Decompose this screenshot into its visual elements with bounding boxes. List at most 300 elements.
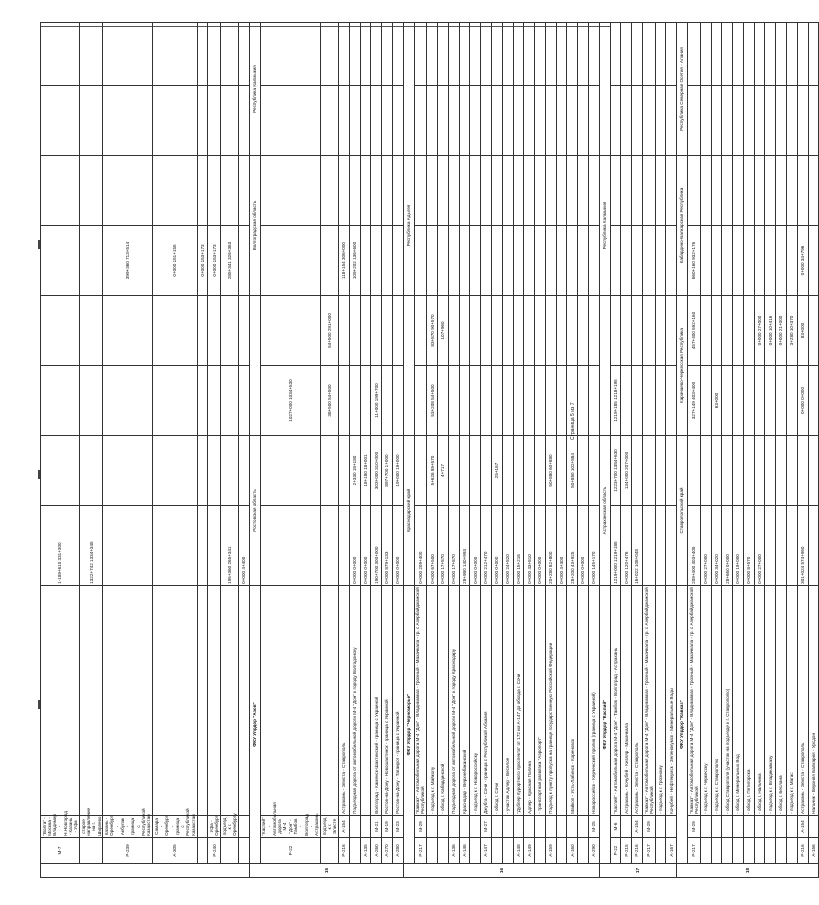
- table-cell: [414, 156, 427, 226]
- table-cell: [239, 296, 250, 366]
- table-cell: [655, 226, 666, 296]
- table-cell: [808, 23, 819, 86]
- table-cell: [103, 506, 153, 586]
- table-cell: 0+000 151+155: [153, 226, 197, 296]
- table-row: [556, 23, 567, 878]
- table-cell: [754, 366, 765, 436]
- table-cell: [197, 296, 208, 366]
- table-cell: 0+000 4+300: [556, 506, 567, 586]
- table-row: [80, 23, 103, 878]
- table-cell: 0+000 21+000: [776, 296, 787, 366]
- table-cell: [103, 436, 153, 506]
- table-cell: [711, 23, 722, 86]
- table-cell: [321, 23, 339, 86]
- table-cell: [103, 296, 153, 366]
- table-cell: [545, 816, 556, 838]
- table-cell: [239, 436, 250, 506]
- table-cell: [589, 23, 600, 86]
- table-cell: [765, 838, 776, 864]
- table-cell: [642, 226, 655, 296]
- table-cell: [153, 366, 197, 436]
- table-cell: [80, 838, 103, 864]
- table-cell: [513, 23, 524, 86]
- table-cell: [610, 156, 621, 226]
- table-cell: [491, 86, 502, 156]
- table-cell: [360, 366, 371, 436]
- table-cell: М-23: [392, 816, 403, 838]
- region-header: Кабардино-Балкарская Республика: [677, 156, 688, 296]
- table-cell: [632, 86, 643, 156]
- table-cell: [371, 226, 382, 296]
- table-cell: [502, 23, 513, 86]
- table-cell: [382, 296, 393, 366]
- table-cell: [765, 366, 776, 436]
- table-cell: Р-240: [208, 838, 221, 864]
- table-cell: [733, 226, 744, 296]
- table-row: [41, 23, 80, 878]
- table-cell: А-147: [481, 838, 492, 864]
- table-cell: [470, 86, 481, 156]
- table-cell: 3+280 10+370: [787, 296, 798, 366]
- table-cell: [655, 506, 666, 586]
- table-cell: М-6: [610, 816, 621, 838]
- table-row: [414, 23, 427, 878]
- table-cell: [221, 156, 239, 226]
- table-cell: [743, 226, 754, 296]
- table-cell: М-29: [688, 816, 701, 838]
- table-cell: [787, 436, 798, 506]
- table-cell: [360, 816, 371, 838]
- table-cell: Ростов-на-Дону - Новошахтинск - граница с Украиной: [382, 586, 393, 816]
- table-cell: [349, 86, 360, 156]
- table-cell: [743, 366, 754, 436]
- table-cell: - подъезд к г. Ставрополю: [711, 586, 722, 816]
- table-cell: "Каспий" - Автомобильная дорога М-4 "Дон" - Тамбов - Волгоград - Астрахань: [261, 802, 320, 836]
- table-cell: [153, 156, 197, 226]
- region-header: Карачаево-Черкесская Республика: [677, 296, 688, 436]
- table-cell: [524, 366, 535, 436]
- table-cell: [524, 23, 535, 86]
- table-cell: 0+000 34+020: [711, 506, 722, 586]
- table-cell: Самара - Оренбург - граница с Республикой Казахстан: [153, 808, 196, 836]
- table-cell: [153, 506, 197, 586]
- table-cell: [754, 23, 765, 86]
- table-cell: [722, 86, 733, 156]
- table-cell: [711, 816, 722, 838]
- table-row: [545, 23, 556, 878]
- table-cell: 0+000 145+170: [589, 506, 600, 586]
- table-cell: 0+000 153+173: [208, 226, 221, 296]
- table-cell: [448, 226, 459, 296]
- table-cell: [765, 86, 776, 156]
- table-cell: [80, 23, 103, 86]
- table-cell: 0+000 0+000: [491, 506, 502, 586]
- table-cell: 209+400 403+405: [688, 506, 701, 586]
- table-cell: 28+200 43+925: [567, 506, 578, 586]
- table-cell: [621, 23, 632, 86]
- table-cell: [239, 586, 250, 816]
- table-cell: [632, 226, 643, 296]
- section-header-row: [403, 23, 414, 878]
- table-cell: [459, 156, 470, 226]
- table-cell: [371, 156, 382, 226]
- table-row: [642, 23, 655, 878]
- table-cell: [621, 86, 632, 156]
- group-number: 15: [249, 864, 403, 878]
- table-cell: [339, 296, 350, 366]
- table-cell: [524, 816, 535, 838]
- table-cell: [700, 816, 711, 838]
- table-cell: [733, 838, 744, 864]
- table-cell: [197, 156, 208, 226]
- table-cell: [632, 156, 643, 226]
- region-header: Краснодарский край: [403, 436, 414, 586]
- table-cell: [382, 86, 393, 156]
- table-cell: Джубга - Сочи - граница с Республикой Абхазия: [481, 586, 492, 816]
- table-cell: 0+000 0+000: [360, 506, 371, 586]
- table-cell: [567, 86, 578, 156]
- table-cell: [711, 436, 722, 506]
- table-cell: 0+000 0+000: [349, 506, 360, 586]
- table-cell: [491, 816, 502, 838]
- table-cell: [153, 23, 197, 86]
- table-cell: [208, 23, 221, 86]
- table-cell: [239, 226, 250, 296]
- table-row: [666, 23, 677, 878]
- table-cell: [722, 366, 733, 436]
- table-cell: Волгоград - Каменск-Шахтинский - граница с Украиной: [371, 586, 382, 816]
- table-cell: [382, 23, 393, 86]
- table-cell: 38+500 54+500: [321, 366, 339, 436]
- table-cell: 63+000: [711, 366, 722, 436]
- table-cell: [711, 86, 722, 156]
- table-cell: [688, 436, 701, 506]
- table-cell: [524, 436, 535, 506]
- table-cell: А-260: [371, 838, 382, 864]
- table-row: [153, 23, 197, 878]
- table-cell: М-27: [481, 816, 492, 838]
- table-cell: [535, 86, 546, 156]
- table-cell: Новороссийск - Керченский пролив (граница с Украиной): [589, 586, 600, 816]
- region-header: Республика Северная Осетия - Алания: [677, 23, 688, 156]
- table-cell: [491, 23, 502, 86]
- table-cell: [578, 816, 589, 838]
- table-cell: 134+000 207+000: [621, 436, 632, 506]
- table-cell: [41, 586, 80, 816]
- table-cell: [349, 296, 360, 366]
- table-cell: [321, 156, 339, 226]
- table-cell: [414, 86, 427, 156]
- table-row: [321, 23, 339, 878]
- table-cell: [221, 586, 239, 816]
- table-cell: М-29: [642, 816, 655, 838]
- table-cell: [666, 816, 677, 838]
- table-cell: [470, 838, 481, 864]
- table-cell: [427, 816, 438, 838]
- table-cell: 28+660 0+000: [722, 506, 733, 586]
- table-cell: [666, 506, 677, 586]
- table-cell: 19+000 19+000: [392, 436, 403, 506]
- table-row: [797, 23, 808, 878]
- table-cell: [776, 816, 787, 838]
- region-header: [403, 23, 414, 156]
- page-number: Страница 5 из 7: [570, 402, 576, 440]
- table-cell: [776, 436, 787, 506]
- table-cell: [787, 226, 798, 296]
- table-cell: "Каспий" - Автомобильная дорога М-4 "Дон" - Тамбов - Волгоград - Астрахань: [610, 586, 621, 816]
- table-cell: 50+880 60+880: [545, 436, 556, 506]
- table-cell: [567, 226, 578, 296]
- table-cell: [556, 816, 567, 838]
- table-cell: - подъезд к г. Новороссийску: [470, 586, 481, 816]
- table-cell: [700, 23, 711, 86]
- table-cell: [481, 156, 492, 226]
- table-row: [197, 23, 208, 878]
- table-cell: [513, 436, 524, 506]
- table-cell: [470, 436, 481, 506]
- table-cell: [41, 156, 80, 226]
- table-cell: 0+000 0+000: [535, 506, 546, 586]
- table-cell: [797, 436, 808, 506]
- table-row: [655, 23, 666, 878]
- table-row: [808, 23, 819, 878]
- table-cell: [321, 436, 339, 506]
- table-cell: А-305: [153, 838, 197, 864]
- table-cell: [776, 23, 787, 86]
- table-cell: - транспортная развязка "Аэропорт": [535, 586, 546, 816]
- table-cell: [787, 838, 798, 864]
- table-cell: [545, 226, 556, 296]
- table-cell: Казань - Оренбург - Акбулак - граница с Республикой Казахстан: [104, 808, 152, 836]
- section-header-row: [249, 23, 260, 878]
- table-cell: [666, 226, 677, 296]
- table-cell: А-270: [382, 838, 393, 864]
- table-cell: [743, 816, 754, 838]
- table-cell: [448, 86, 459, 156]
- table-cell: 0+000 4+400: [239, 506, 250, 586]
- region-header: Волгоградская область: [249, 156, 260, 296]
- group-number: 16: [403, 864, 599, 878]
- table-cell: [578, 366, 589, 436]
- table-cell: [260, 506, 320, 586]
- table-cell: [239, 838, 250, 864]
- table-cell: [578, 156, 589, 226]
- table-cell: [153, 586, 197, 816]
- table-row: [339, 23, 350, 878]
- table-cell: Подъездная дорога от автомобильной дороги М-4 "Дон" к городу Краснодару: [448, 586, 459, 816]
- table-cell: А-290: [589, 838, 600, 864]
- region-header: [599, 23, 610, 156]
- table-cell: [688, 23, 701, 86]
- table-cell: "Кавказ" - Автомобильная дорога М-4 "Дон" - Владикавказ - Грозный - Махачкала - гр. с Азербайджанской Республикой: [415, 587, 426, 814]
- table-cell: [776, 838, 787, 864]
- table-cell: [765, 226, 776, 296]
- table-cell: [589, 156, 600, 226]
- table-cell: 11+000 199+700: [371, 366, 382, 436]
- table-cell: [502, 366, 513, 436]
- table-row: [491, 23, 502, 878]
- table-row: [711, 23, 722, 878]
- table-cell: [655, 23, 666, 86]
- table-cell: А-156: [808, 838, 819, 864]
- region-header: [403, 296, 414, 436]
- table-cell: [621, 366, 632, 436]
- table-cell: [610, 296, 621, 366]
- table-cell: [103, 366, 153, 436]
- table-row: [221, 23, 239, 878]
- table-cell: [808, 436, 819, 506]
- table-cell: 0+000 27+000: [700, 506, 711, 586]
- table-cell: [578, 226, 589, 296]
- table-row: [754, 23, 765, 878]
- table-cell: [743, 23, 754, 86]
- table-cell: [524, 86, 535, 156]
- table-cell: - обход г. Сочи: [491, 586, 502, 816]
- table-row: [743, 23, 754, 878]
- table-cell: А-167: [666, 838, 677, 864]
- table-cell: М-19: [382, 816, 393, 838]
- table-row: [733, 23, 744, 878]
- table-cell: [481, 23, 492, 86]
- table-cell: [621, 296, 632, 366]
- table-cell: 118+154 306+000: [339, 226, 350, 296]
- table-cell: Майкоп - Усть-Лабинск - Кореновск: [567, 586, 578, 816]
- table-cell: А-154: [797, 816, 808, 838]
- table-cell: [260, 226, 320, 296]
- table-cell: [80, 436, 103, 506]
- table-cell: [567, 296, 578, 366]
- table-cell: 303+000 310+000: [371, 436, 382, 506]
- table-cell: [371, 23, 382, 86]
- table-cell: [470, 366, 481, 436]
- table-cell: [722, 436, 733, 506]
- table-cell: [491, 226, 502, 296]
- table-cell: [103, 23, 153, 86]
- table-cell: - подъезд к г. Владикавказу: [765, 586, 776, 816]
- table-cell: 457+400 592+160: [688, 296, 701, 366]
- table-cell: 0+000 8+570: [743, 506, 754, 586]
- table-cell: [197, 436, 208, 506]
- table-cell: [260, 586, 320, 816]
- table-cell: 4+717: [438, 436, 449, 506]
- table-cell: [700, 156, 711, 226]
- table-row: [481, 23, 492, 878]
- table-cell: Нальчик - Верхняя Балкария - Урсдон: [808, 586, 819, 816]
- table-cell: А-148: [513, 838, 524, 864]
- table-cell: 0+000 24+820: [502, 506, 513, 586]
- table-cell: [700, 838, 711, 864]
- table-cell: [754, 156, 765, 226]
- table-cell: [41, 366, 80, 436]
- table-cell: [776, 226, 787, 296]
- table-cell: [535, 838, 546, 864]
- table-cell: А-136: [448, 838, 459, 864]
- table-cell: А-154: [632, 816, 643, 838]
- table-cell: [589, 296, 600, 366]
- table-cell: 0+000 0+000: [470, 506, 481, 586]
- section-title: ФКУ Упрдор "Кавказ": [677, 586, 688, 864]
- table-cell: [470, 23, 481, 86]
- table-cell: [700, 226, 711, 296]
- table-cell: [765, 23, 776, 86]
- region-header: Республика Калмыкия: [599, 156, 610, 296]
- table-cell: 54+500 291+000: [321, 296, 339, 366]
- table-cell: [655, 296, 666, 366]
- table-cell: [260, 436, 320, 506]
- table-row: [459, 23, 470, 878]
- table-cell: [666, 296, 677, 366]
- table-cell: [787, 23, 798, 86]
- table-row: [610, 23, 621, 878]
- table-cell: [502, 226, 513, 296]
- table-cell: [733, 23, 744, 86]
- table-cell: [642, 23, 655, 86]
- table-cell: 1322+742 1334+345: [80, 506, 103, 586]
- table-cell: [239, 86, 250, 156]
- table-cell: подъезд к г. Элисте: [321, 816, 339, 838]
- table-cell: [371, 296, 382, 366]
- table-cell: 25+167: [491, 436, 502, 506]
- table-cell: [556, 586, 567, 816]
- table-cell: [610, 86, 621, 156]
- table-cell: 195+360 265+341: [221, 506, 239, 586]
- table-cell: [392, 226, 403, 296]
- table-cell: 0+000 10+416: [765, 296, 776, 366]
- table-cell: [688, 86, 701, 156]
- table-cell: [765, 436, 776, 506]
- table-cell: [711, 156, 722, 226]
- table-cell: Р-215: [621, 838, 632, 864]
- table-cell: [545, 23, 556, 86]
- table-cell: [349, 838, 360, 864]
- table-cell: [765, 816, 776, 838]
- table-cell: [197, 838, 208, 864]
- table-cell: [733, 366, 744, 436]
- table-cell: [787, 816, 798, 838]
- table-cell: [260, 86, 320, 156]
- table-cell: [797, 86, 808, 156]
- table-cell: [438, 156, 449, 226]
- table-cell: - обход г. Беслана: [776, 586, 787, 816]
- table-row: [502, 23, 513, 878]
- table-cell: [459, 23, 470, 86]
- table-cell: 0+000 17+870: [448, 506, 459, 586]
- table-cell: - участок Адлер - Веселое: [502, 586, 513, 816]
- table-cell: [722, 816, 733, 838]
- table-cell: Р-217: [642, 838, 655, 864]
- table-cell: - подъезд к г. Черкесску: [700, 586, 711, 816]
- table-cell: - обход г. Минеральных Вод: [733, 586, 744, 816]
- table-cell: [556, 86, 567, 156]
- table-cell: 285+341 326+363: [221, 226, 239, 296]
- table-cell: [754, 816, 765, 838]
- rotated-document-page: [40, 33, 816, 878]
- table-cell: [578, 23, 589, 86]
- table-cell: [382, 366, 393, 436]
- table-cell: - обход г. Нальчика: [754, 586, 765, 816]
- table-cell: [610, 23, 621, 86]
- table-cell: Астрахань - Элиста - Ставрополь: [632, 586, 643, 816]
- table-cell: [655, 156, 666, 226]
- table-cell: 0+000 879+133: [382, 506, 393, 586]
- table-cell: [535, 156, 546, 226]
- table-cell: [722, 226, 733, 296]
- table-cell: [339, 156, 350, 226]
- table-cell: [448, 366, 459, 436]
- table-cell: А-146: [459, 838, 470, 864]
- table-cell: [349, 156, 360, 226]
- table-cell: А-149: [524, 838, 535, 864]
